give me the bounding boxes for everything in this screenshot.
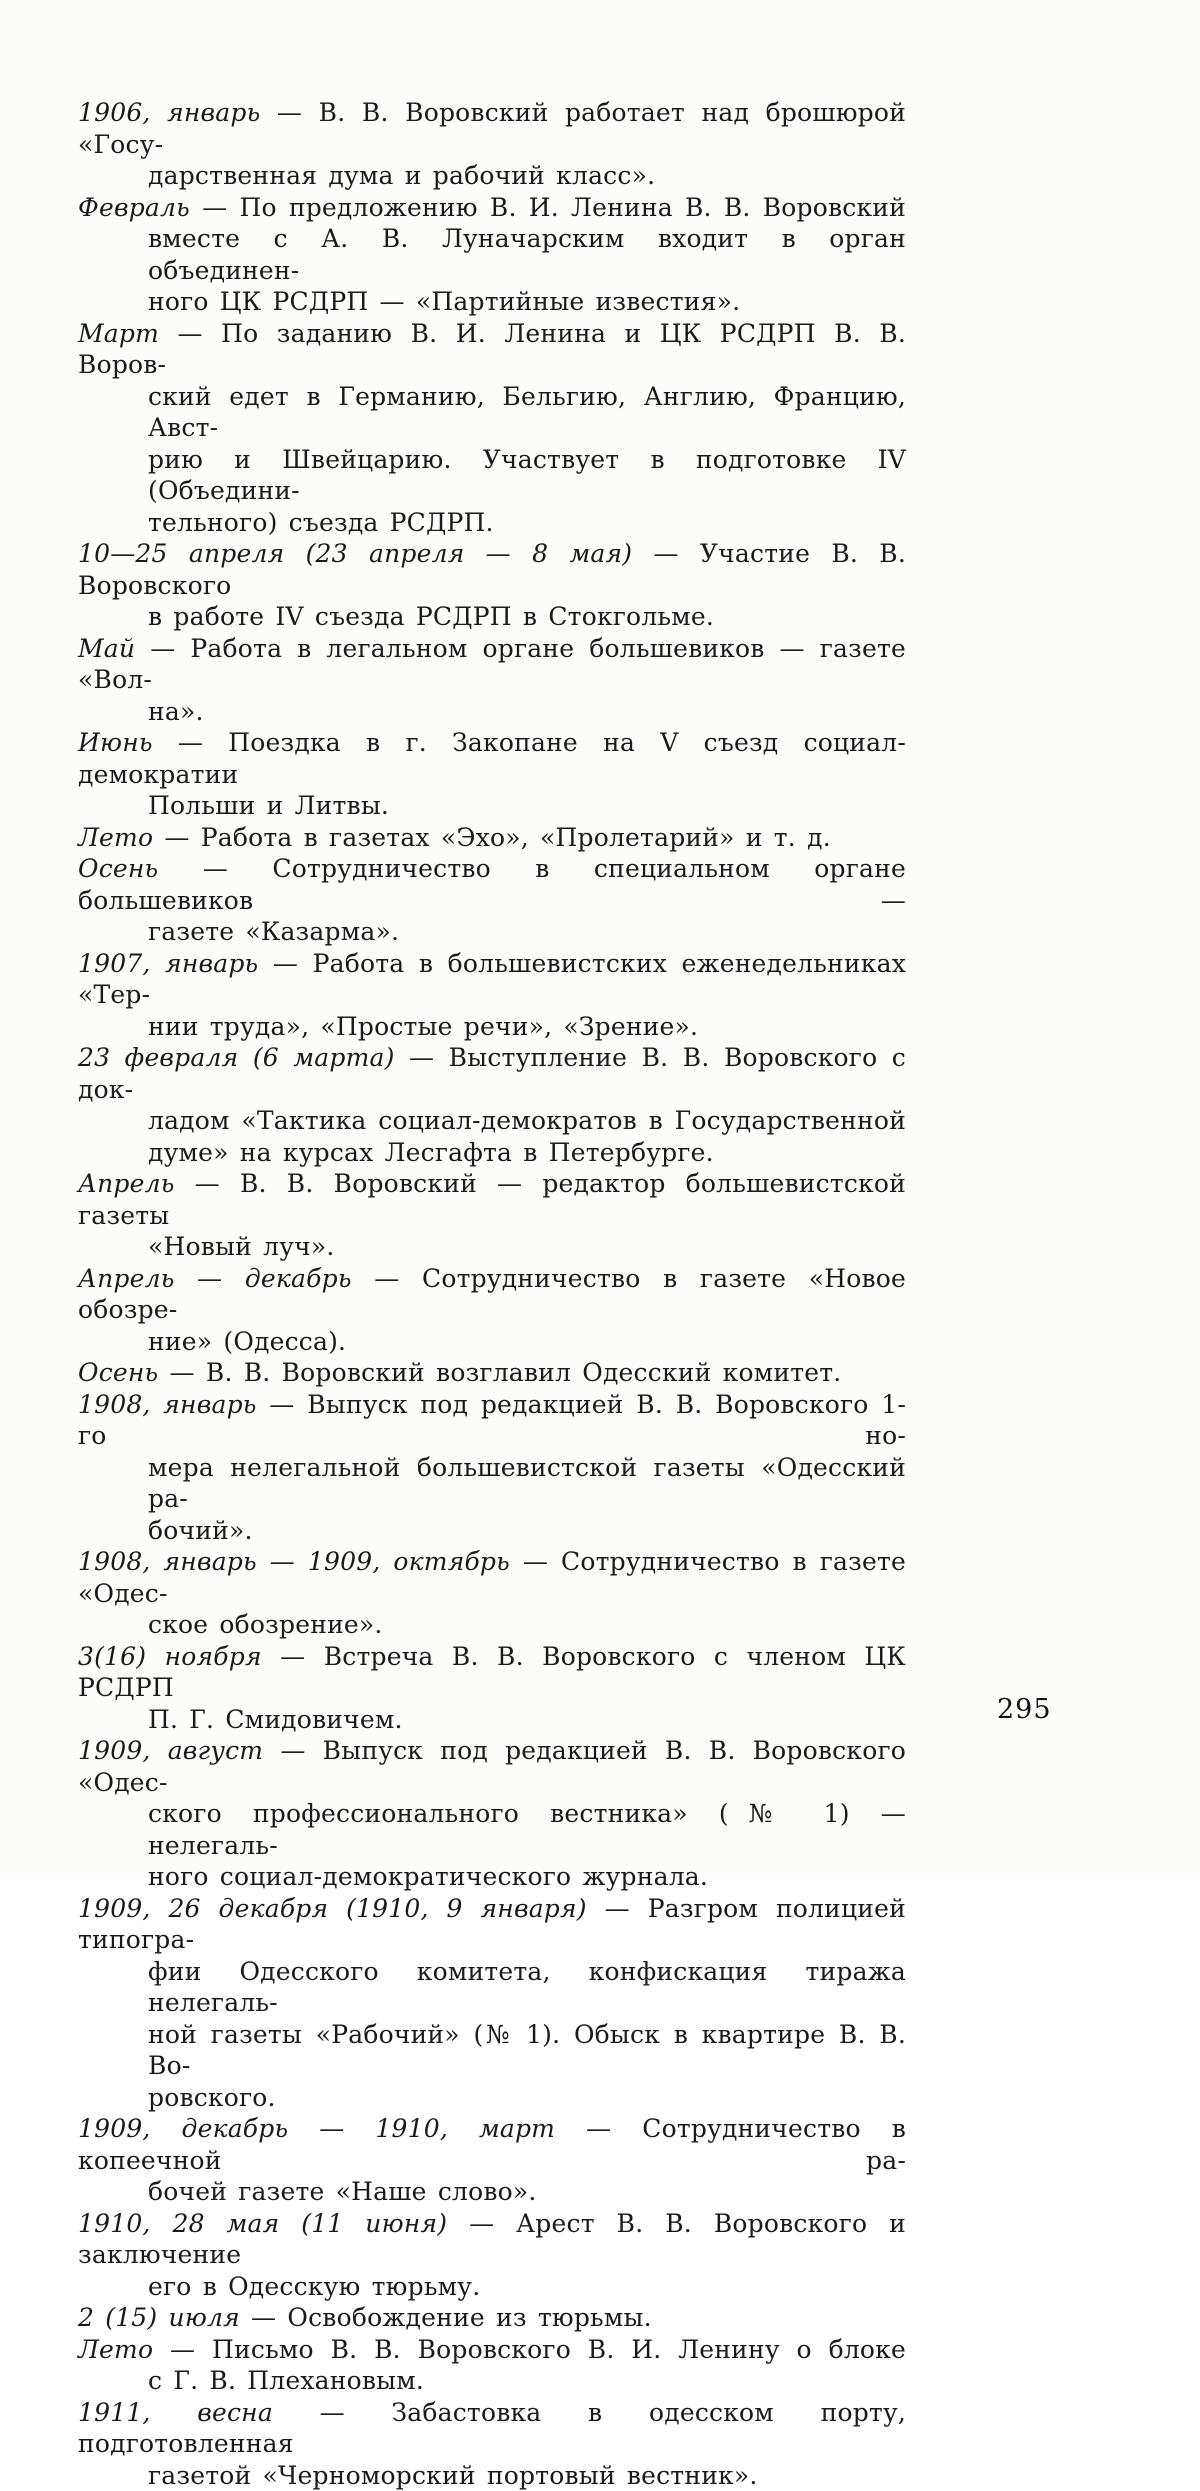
- page-number: 295: [997, 1694, 1052, 1725]
- entry-first-line: [78, 2113, 906, 2176]
- date-text-separator: —: [352, 1264, 422, 1293]
- chronology-entry: [78, 1168, 906, 1263]
- entry-continuation-line: нии труда», «Простые речи», «Зрение».: [78, 1011, 906, 1043]
- date-text-separator: —: [510, 1547, 561, 1576]
- entry-continuation-line: мера нелегальной большевистской газеты «Одесский ра-: [78, 1452, 906, 1515]
- date-text-separator: —: [260, 98, 318, 127]
- entry-first-line: [78, 633, 906, 696]
- entry-text: Выпуск под редакцией В. В. Воровского 1-го но-: [78, 1390, 906, 1451]
- entry-text: Арест В. В. Воровского и заключение: [78, 2209, 906, 2270]
- chronology-entry: [78, 318, 906, 539]
- entry-text: Сотрудничество в газете «Новое обозре-: [78, 1264, 906, 1325]
- chronology-entry: [78, 2302, 906, 2334]
- date-text-separator: —: [153, 2335, 212, 2364]
- date-text-separator: —: [555, 2114, 642, 2143]
- chronology-entry: [78, 1389, 906, 1547]
- entry-date: Июнь: [78, 728, 153, 757]
- chronology-entry: [78, 192, 906, 318]
- date-text-separator: —: [257, 1390, 308, 1419]
- entry-first-line: [78, 727, 906, 790]
- date-text-separator: —: [158, 854, 272, 883]
- chronology-entry: [78, 1641, 906, 1736]
- entry-date: Февраль: [78, 193, 190, 222]
- entry-date: 23 февраля (6 марта): [78, 1043, 395, 1072]
- chronology-entry: [78, 948, 906, 1043]
- entry-first-line: [78, 822, 906, 854]
- entry-continuation-line: ладом «Тактика социал-демократов в Государственной: [78, 1105, 906, 1137]
- entry-first-line: [78, 1042, 906, 1105]
- entry-text: Работа в легальном органе большевиков — газете «Вол-: [78, 634, 906, 695]
- date-text-separator: —: [395, 1043, 449, 1072]
- entry-continuation-line: П. Г. Смидовичем.: [78, 1704, 906, 1736]
- entry-continuation-line: дарственная дума и рабочий класс».: [78, 160, 906, 192]
- entry-date: Лето: [78, 2335, 153, 2364]
- chronology-entry: [78, 822, 906, 854]
- entry-text: Письмо В. В. Воровского В. И. Ленину о блоке: [212, 2335, 906, 2364]
- date-text-separator: —: [258, 949, 312, 978]
- date-text-separator: —: [175, 1169, 240, 1198]
- entry-continuation-line: ровского.: [78, 2082, 906, 2114]
- entry-continuation-line: бочей газете «Наше слово».: [78, 2176, 906, 2208]
- entry-continuation-line: фии Одесского комитета, конфискация тиража нелегаль-: [78, 1956, 906, 2019]
- entry-first-line: [78, 1546, 906, 1609]
- date-text-separator: —: [159, 319, 221, 348]
- chronology-entry: [78, 1546, 906, 1641]
- entry-continuation-line: ское обозрение».: [78, 1609, 906, 1641]
- entry-date: 1909, 26 декабря (1910, 9 января): [78, 1894, 587, 1923]
- entry-continuation-line: Польши и Литвы.: [78, 790, 906, 822]
- entry-continuation-line: газетой «Черноморский портовый вестник».: [78, 2460, 906, 2491]
- date-text-separator: —: [190, 193, 240, 222]
- entry-first-line: [78, 1357, 906, 1389]
- chronology-list: [78, 97, 906, 2491]
- entry-text: Работа в большевистских еженедельниках «Тер-: [78, 949, 906, 1010]
- entry-date: Апрель — декабрь: [78, 1264, 352, 1293]
- entry-first-line: [78, 1893, 906, 1956]
- date-text-separator: —: [135, 634, 190, 663]
- date-text-separator: —: [263, 1736, 322, 1765]
- date-text-separator: —: [273, 2398, 392, 2427]
- entry-text: Работа в газетах «Эхо», «Пролетарий» и т. д.: [201, 823, 831, 852]
- entry-first-line: [78, 192, 906, 224]
- entry-continuation-line: бочий».: [78, 1515, 906, 1547]
- date-text-separator: —: [240, 2303, 288, 2332]
- entry-first-line: [78, 318, 906, 381]
- entry-text: Разгром полицией типогра-: [78, 1894, 906, 1955]
- entry-first-line: [78, 2334, 906, 2366]
- entry-continuation-line: ние» (Одесса).: [78, 1326, 906, 1358]
- entry-text: Встреча В. В. Воровского с членом ЦК РСДРП: [78, 1642, 906, 1703]
- date-text-separator: —: [632, 539, 700, 568]
- entry-date: Осень: [78, 1358, 158, 1387]
- entry-date: 1910, 28 мая (11 июня): [78, 2209, 447, 2238]
- entry-first-line: [78, 1641, 906, 1704]
- entry-continuation-line: в работе IV съезда РСДРП в Стокгольме.: [78, 601, 906, 633]
- date-text-separator: —: [153, 728, 229, 757]
- entry-date: Май: [78, 634, 135, 663]
- chronology-entry: [78, 1735, 906, 1893]
- entry-text: По заданию В. И. Ленина и ЦК РСДРП В. В. Воров-: [78, 319, 906, 380]
- entry-text: В. В. Воровский возглавил Одесский комитет.: [206, 1358, 842, 1387]
- entry-continuation-line: ного социал-демократического журнала.: [78, 1861, 906, 1893]
- entry-continuation-line: «Новый луч».: [78, 1231, 906, 1263]
- chronology-entry: [78, 1263, 906, 1358]
- entry-continuation-line: его в Одесскую тюрьму.: [78, 2271, 906, 2303]
- date-text-separator: —: [587, 1894, 648, 1923]
- entry-date: Март: [78, 319, 159, 348]
- entry-continuation-line: с Г. В. Плехановым.: [78, 2365, 906, 2397]
- entry-date: 2 (15) июля: [78, 2303, 240, 2332]
- entry-continuation-line: вместе с А. В. Луначарским входит в орган объединен-: [78, 223, 906, 286]
- entry-text: Освобождение из тюрьмы.: [287, 2303, 651, 2332]
- chronology-entry: [78, 2397, 906, 2491]
- entry-text: Выпуск под редакцией В. В. Воровского «Одес-: [78, 1736, 906, 1797]
- chronology-entry: [78, 2334, 906, 2397]
- entry-first-line: [78, 853, 906, 916]
- chronology-entry: [78, 1357, 906, 1389]
- entry-date: Апрель: [78, 1169, 175, 1198]
- entry-continuation-line: газете «Казарма».: [78, 916, 906, 948]
- entry-date: 10—25 апреля (23 апреля — 8 мая): [78, 539, 632, 568]
- entry-date: 1906, январь: [78, 98, 260, 127]
- entry-text: В. В. Воровский работает над брошюрой «Госу-: [78, 98, 906, 159]
- entry-first-line: [78, 97, 906, 160]
- entry-first-line: [78, 948, 906, 1011]
- entry-first-line: [78, 2302, 906, 2334]
- entry-continuation-line: думе» на курсах Лесгафта в Петербурге.: [78, 1137, 906, 1169]
- chronology-entry: [78, 97, 906, 192]
- date-text-separator: —: [447, 2209, 516, 2238]
- entry-text: В. В. Воровский — редактор большевистской газеты: [78, 1169, 906, 1230]
- entry-date: 1907, январь: [78, 949, 258, 978]
- entry-date: Осень: [78, 854, 158, 883]
- entry-first-line: [78, 538, 906, 601]
- entry-continuation-line: ского профессионального вестника» (№ 1) — нелегаль-: [78, 1798, 906, 1861]
- entry-continuation-line: ной газеты «Рабочий» (№ 1). Обыск в квартире В. В. Во-: [78, 2019, 906, 2082]
- entry-first-line: [78, 1389, 906, 1452]
- entry-continuation-line: ский едет в Германию, Бельгию, Англию, Францию, Авст-: [78, 381, 906, 444]
- date-text-separator: —: [153, 823, 201, 852]
- chronology-entry: [78, 2113, 906, 2208]
- chronology-entry: [78, 1893, 906, 2114]
- date-text-separator: —: [262, 1642, 324, 1671]
- chronology-entry: [78, 633, 906, 728]
- chronology-entry: [78, 853, 906, 948]
- entry-text: Выступление В. В. Воровского с док-: [78, 1043, 906, 1104]
- date-text-separator: —: [158, 1358, 206, 1387]
- entry-text: По предложению В. И. Ленина В. В. Воровский: [239, 193, 906, 222]
- entry-text: Сотрудничество в специальном органе большевиков —: [78, 854, 906, 915]
- entry-date: 1909, декабрь — 1910, март: [78, 2114, 555, 2143]
- chronology-entry: [78, 1042, 906, 1168]
- entry-text: Сотрудничество в газете «Одес-: [78, 1547, 906, 1608]
- entry-first-line: [78, 1735, 906, 1798]
- chronology-entry: [78, 2208, 906, 2303]
- chronology-entry: [78, 538, 906, 633]
- entry-date: 1909, август: [78, 1736, 263, 1765]
- chronology-entry: [78, 727, 906, 822]
- entry-date: 1908, январь: [78, 1390, 257, 1419]
- entry-text: Участие В. В. Воровского: [78, 539, 906, 600]
- entry-first-line: [78, 1263, 906, 1326]
- entry-first-line: [78, 2397, 906, 2460]
- entry-continuation-line: тельного) съезда РСДРП.: [78, 507, 906, 539]
- entry-continuation-line: на».: [78, 696, 906, 728]
- entry-first-line: [78, 1168, 906, 1231]
- entry-first-line: [78, 2208, 906, 2271]
- entry-date: Лето: [78, 823, 153, 852]
- entry-date: 1911, весна: [78, 2398, 273, 2427]
- entry-continuation-line: рию и Швейцарию. Участвует в подготовке IV (Объедини-: [78, 444, 906, 507]
- entry-date: 3(16) ноября: [78, 1642, 262, 1671]
- entry-text: Поездка в г. Закопане на V съезд социал-демократии: [78, 728, 906, 789]
- entry-text: Сотрудничество в копеечной ра-: [78, 2114, 906, 2175]
- entry-date: 1908, январь — 1909, октябрь: [78, 1547, 510, 1576]
- entry-text: Забастовка в одесском порту, подготовленная: [78, 2398, 906, 2459]
- entry-continuation-line: ного ЦК РСДРП — «Партийные известия».: [78, 286, 906, 318]
